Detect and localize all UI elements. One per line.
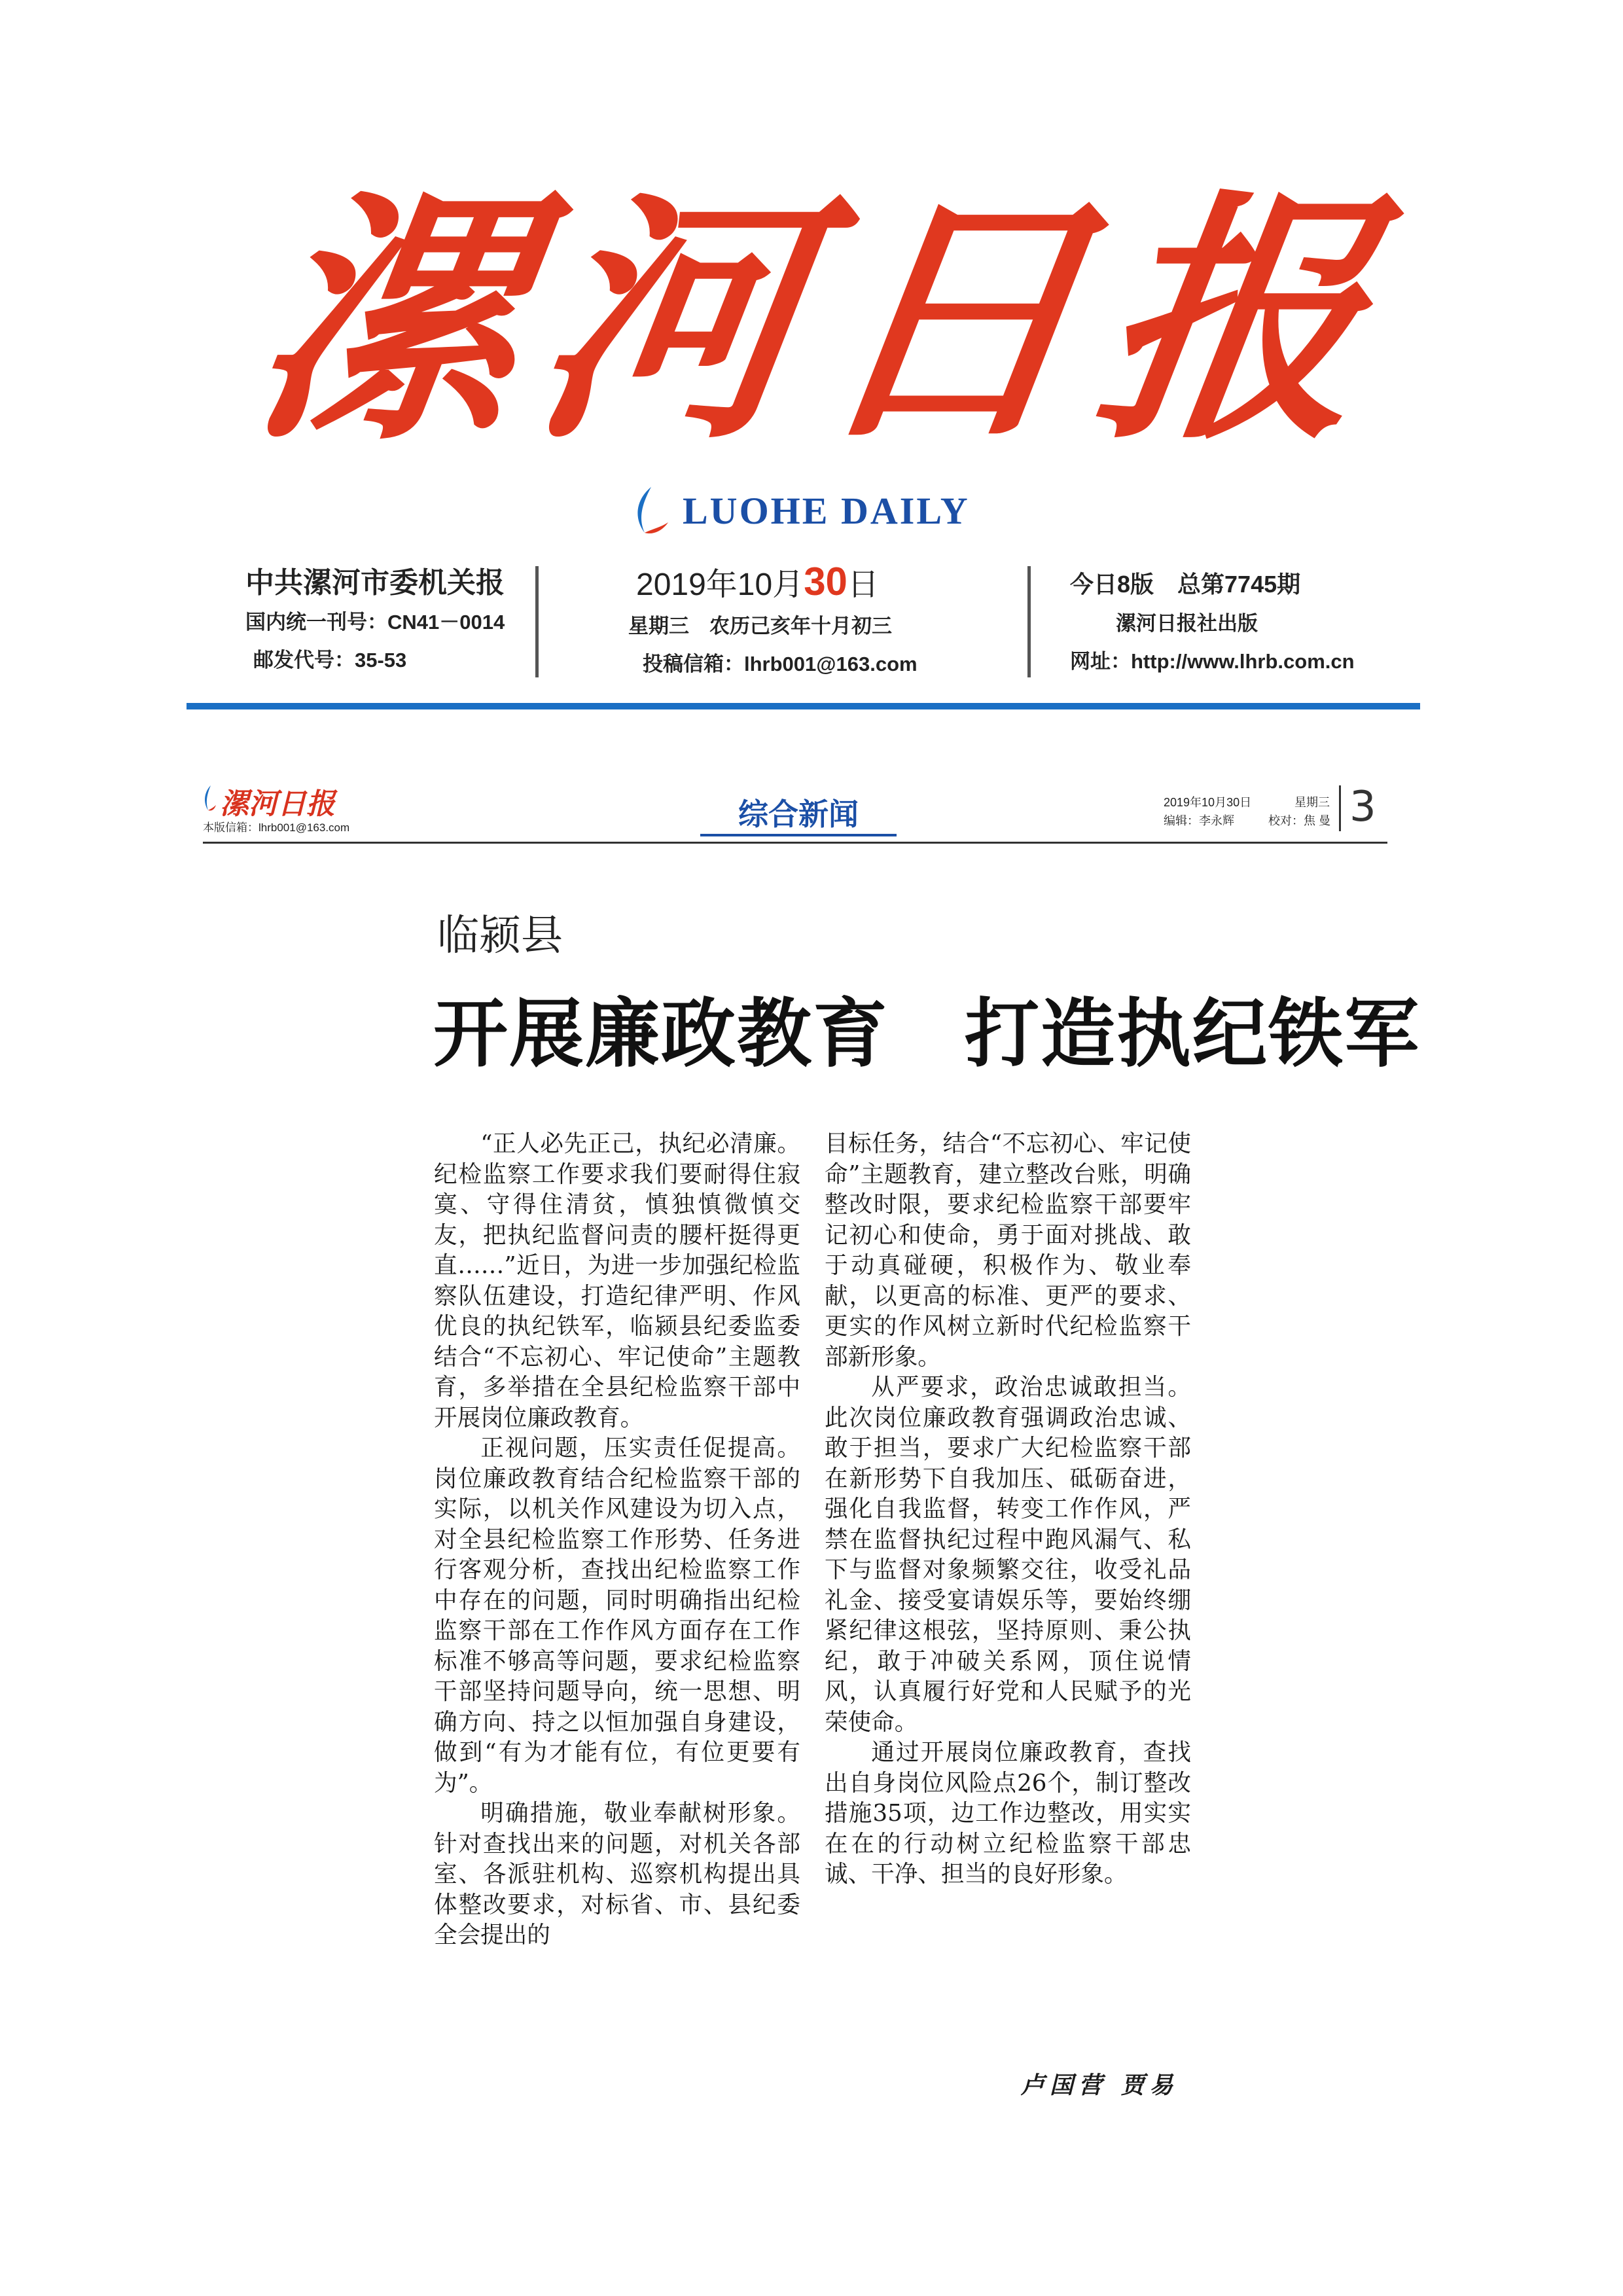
page-logo-swoosh-icon xyxy=(200,784,216,813)
section-title: 综合新闻 xyxy=(738,797,859,832)
issue-date-block xyxy=(628,560,1021,683)
masthead-logo xyxy=(236,151,1387,517)
swoosh-logo-icon xyxy=(625,484,671,537)
article-headline: 开展廉政教育 打造执纪铁军 xyxy=(433,990,1421,1077)
article-kicker: 临颍县 xyxy=(437,912,563,960)
article-column-left xyxy=(434,1129,800,1951)
article-paragraph: “正人必先正己，执纪必清廉。纪检监察工作要求我们要耐得住寂寞、守得住清贫，慎独慎微慎交友，把执纪监督问责的腰杆挺得更直……”近日，为进一步加强纪检监察队伍建设，打造纪律严明、作风优良的执纪铁军，临颍县纪委监委结合“不忘初心、牢记使命”主题教育，多举措在全县纪检监察干部中开展岗位廉政教育。 xyxy=(434,1130,800,1431)
submission-email: 投稿信箱：lhrb001@163.com xyxy=(643,653,918,675)
issue-date-suffix: 日 xyxy=(847,567,879,602)
website: 网址：http://www.lhrb.com.cn xyxy=(1070,650,1355,673)
masthead-char-1: 漯 xyxy=(236,167,543,475)
masthead-divider-left xyxy=(535,566,539,677)
lunar-date: 星期三 农历己亥年十月初三 xyxy=(628,615,892,637)
page-number: 3 xyxy=(1349,783,1376,831)
article-paragraph: 从严要求，政治忠诚敢担当。此次岗位廉政教育强调政治忠诚、敢于担当，要求广大纪检监察干部在新形势下自我加压、砥砺奋进，强化自我监督，转变工作作风，严禁在监督执纪过程中跑风漏气、私下与监督对象频繁交往，收受礼品礼金、接受宴请娱乐等，要始终绷紧纪律这根弦，坚持原则、秉公执纪，敢于冲破关系网，顶住说情风，认真履行好党和人民赋予的光荣使命。 xyxy=(825,1374,1191,1736)
publisher-info xyxy=(245,563,527,679)
page-contact-email: 本版信箱：lhrb001@163.com xyxy=(203,821,350,834)
issue-date xyxy=(628,560,1021,607)
postal-code: 邮发代号：35-53 xyxy=(253,649,407,672)
page-proofreader: 校对：焦 曼 xyxy=(1268,814,1331,827)
masthead-char-4: 报 xyxy=(1080,167,1387,475)
article-byline: 卢国营 贾易 xyxy=(1021,2072,1179,2099)
masthead-rule xyxy=(187,703,1420,709)
edition-count: 今日8版 总第7745期 xyxy=(1070,571,1301,598)
page-weekday: 星期三 xyxy=(1294,796,1330,809)
publisher-name: 中共漯河市委机关报 xyxy=(245,567,505,599)
page-header-rule xyxy=(203,842,1387,844)
masthead-char-2: 河 xyxy=(518,167,824,475)
english-masthead xyxy=(625,481,970,540)
masthead-char-3: 日 xyxy=(799,167,1105,475)
article-paragraph: 通过开展岗位廉政教育，查找出自身岗位风险点26个，制订整改措施35项，边工作边整改，用实实在在的行动树立纪检监察干部忠诚、干净、担当的良好形象。 xyxy=(825,1739,1191,1888)
page-logo: 漯河日报 xyxy=(220,787,335,821)
page-date: 2019年10月30日 xyxy=(1164,796,1252,809)
issue-date-day: 30 xyxy=(804,560,847,603)
edition-info xyxy=(1070,564,1410,681)
page-header-divider xyxy=(1339,785,1341,831)
issue-date-prefix: 2019年10月 xyxy=(636,567,804,602)
publisher-org: 漯河日报社出版 xyxy=(1116,612,1258,635)
issn-number: 国内统一刊号：CN41－0014 xyxy=(245,611,505,634)
article-column-right xyxy=(825,1129,1191,1890)
masthead-divider-right xyxy=(1027,566,1031,677)
section-underline xyxy=(700,834,897,836)
page-editor: 编辑：李永辉 xyxy=(1164,814,1234,827)
article-paragraph: 目标任务，结合“不忘初心、牢记使命”主题教育，建立整改台账，明确整改时限，要求纪检监察干部要牢记初心和使命，勇于面对挑战、敢于动真碰硬，积极作为、敬业奉献，以更高的标准、更严的要求、更实的作风树立新时代纪检监察干部新形象。 xyxy=(825,1130,1191,1371)
article-paragraph: 明确措施，敬业奉献树形象。针对查找出来的问题，对机关各部室、各派驻机构、巡察机构提出具体整改要求，对标省、市、县纪委全会提出的 xyxy=(434,1800,800,1948)
article-paragraph: 正视问题，压实责任促提高。岗位廉政教育结合纪检监察干部的实际，以机关作风建设为切入点，对全县纪检监察工作形势、任务进行客观分析，查找出纪检监察工作中存在的问题，同时明确指出纪检监察干部在工作作风方面存在工作标准不够高等问题，要求纪检监察干部坚持问题导向，统一思想、明确方向、持之以恒加强自身建设，做到“有为才能有位，有位更要有为”。 xyxy=(434,1435,800,1797)
page-header xyxy=(203,779,1387,851)
english-title: LUOHE DAILY xyxy=(683,489,970,532)
